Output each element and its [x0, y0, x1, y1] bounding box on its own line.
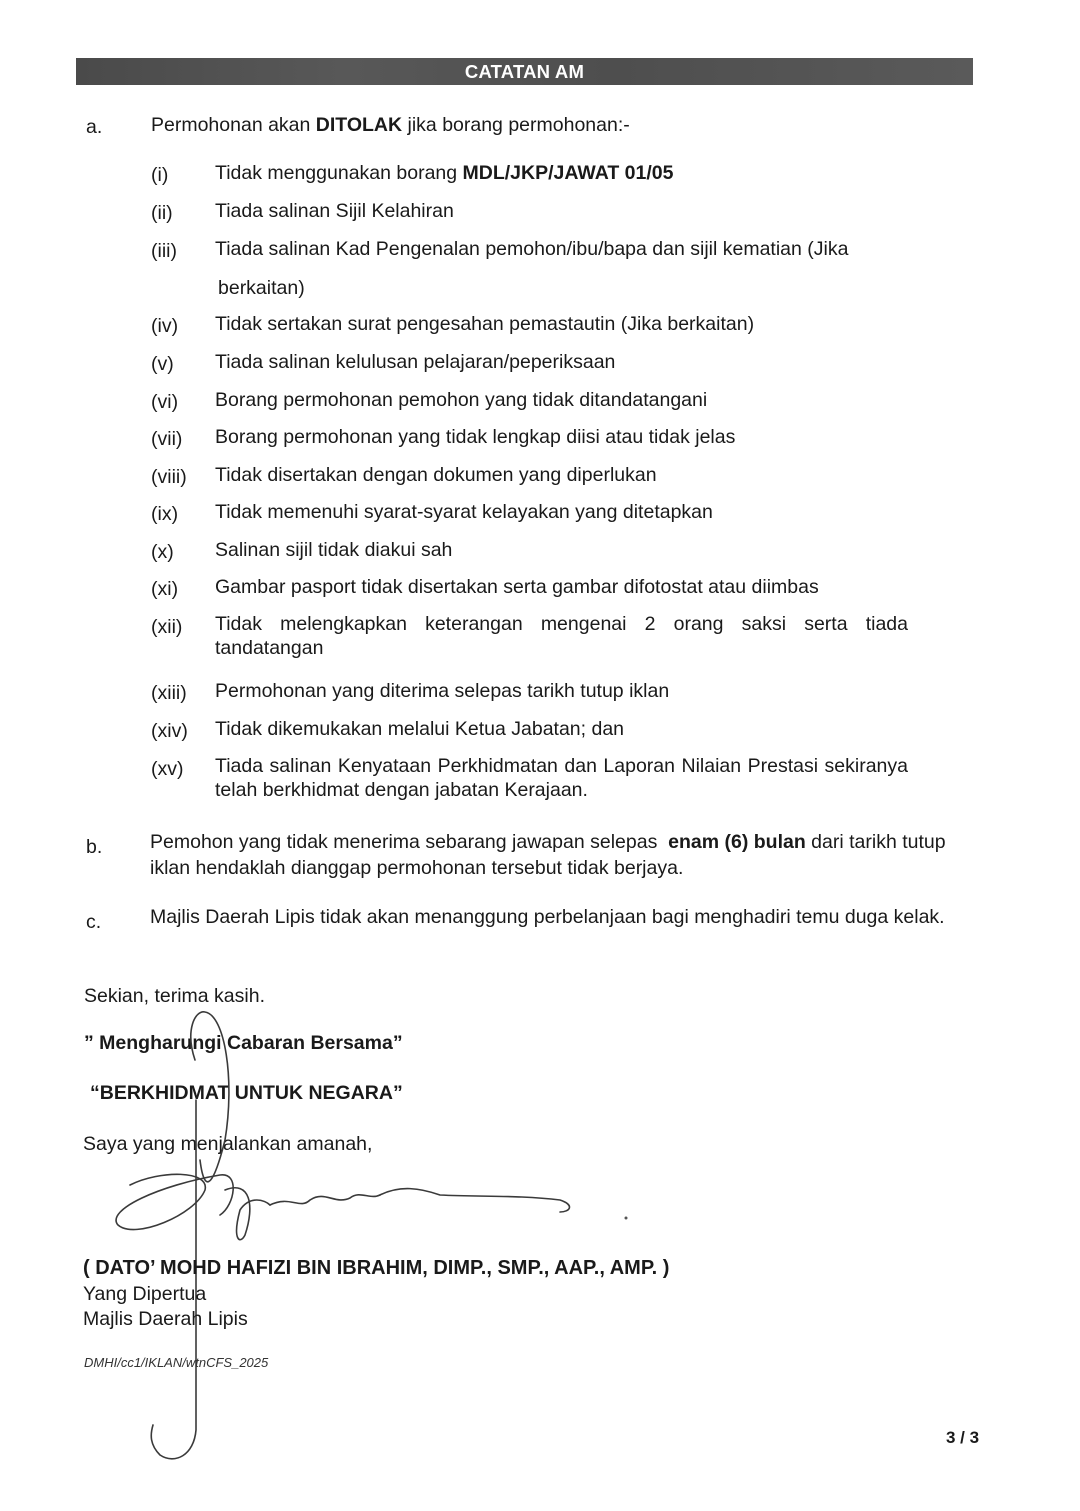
item-num: (v): [151, 353, 174, 375]
closing-text: Sekian, terima kasih.: [84, 985, 265, 1007]
signatory-title: Yang Dipertua: [83, 1283, 207, 1305]
item-text: Tidak menggunakan borang: [215, 162, 463, 184]
item-num: (x): [151, 541, 174, 563]
motto-2: “BERKHIDMAT UNTUK NEGARA”: [90, 1082, 403, 1104]
list-item: Gambar pasport tidak disertakan serta gambar difotostat atau diimbas: [215, 576, 819, 598]
list-item: Tiada salinan Kenyataan Perkhidmatan dan Laporan Nilaian Prestasi sekiranya telah berkhidmat dengan jabatan Kerajaan.: [215, 755, 908, 801]
reference-code: DMHI/cc1/IKLAN/wtnCFS_2025: [84, 1355, 269, 1370]
list-item-continuation: berkaitan): [218, 277, 305, 299]
page-number: 3 / 3: [946, 1428, 980, 1447]
item-bold: MDL/JKP/JAWAT 01/05: [462, 162, 674, 184]
intro-bold: DITOLAK: [315, 114, 403, 136]
signature-stroke: [225, 1188, 270, 1240]
intro-text-end: jika borang permohonan:-: [402, 114, 630, 136]
section-header-title: CATATAN AM: [464, 60, 585, 82]
trust-line: Saya yang menjalankan amanah,: [83, 1133, 373, 1155]
item-num: (i): [151, 164, 169, 186]
item-num: (xv): [151, 758, 184, 780]
item-num: (xiv): [151, 720, 188, 742]
signature-stroke: [380, 1189, 569, 1212]
section-a-label: a.: [86, 116, 103, 138]
section-c-label: c.: [86, 911, 102, 933]
section-a-intro: [151, 113, 630, 137]
section-header: [76, 58, 973, 85]
item-num: (xii): [151, 616, 183, 638]
list-item: Tidak sertakan surat pengesahan pemastautin (Jika berkaitan): [215, 313, 755, 335]
list-item: Borang permohonan pemohon yang tidak ditandatangani: [215, 389, 708, 411]
list-item: Permohonan yang diterima selepas tarikh tutup iklan: [215, 680, 670, 702]
section-b-label: b.: [86, 836, 103, 858]
item-num: (vi): [151, 391, 179, 413]
list-item: Tidak memenuhi syarat-syarat kelayakan yang ditetapkan: [215, 501, 713, 523]
list-item: Borang permohonan yang tidak lengkap diisi atau tidak jelas: [215, 426, 736, 448]
section-b-pre: Pemohon yang tidak menerima sebarang jawapan selepas: [150, 831, 669, 853]
signatory-name: ( DATO’ MOHD HAFIZI BIN IBRAHIM, DIMP., SMP., AAP., AMP. ): [83, 1257, 670, 1279]
signatory-organization: Majlis Daerah Lipis: [83, 1308, 248, 1330]
list-item: Tidak disertakan dengan dokumen yang diperlukan: [215, 464, 657, 486]
item-num: (vii): [151, 428, 183, 450]
item-num: (viii): [151, 466, 187, 488]
section-b-post: dari tarikh tutup iklan hendaklah dianggap permohonan tersebut tidak berjaya.: [150, 831, 946, 879]
list-item: Tidak dikemukakan melalui Ketua Jabatan; dan: [215, 718, 625, 740]
signature-stroke: [270, 1195, 380, 1205]
item-num: (iii): [151, 240, 177, 262]
item-num: (ix): [151, 503, 179, 525]
motto-1: ” Mengharungi Cabaran Bersama”: [84, 1032, 403, 1054]
section-c-text: Majlis Daerah Lipis tidak akan menanggung perbelanjaan bagi menghadiri temu duga kelak.: [150, 906, 945, 928]
item-num: (xi): [151, 578, 179, 600]
list-item: Tidak melengkapkan keterangan mengenai 2 orang saksi serta tiada tandatangan: [215, 613, 908, 659]
list-item: Tiada salinan Sijil Kelahiran: [215, 200, 454, 222]
list-item: Tiada salinan Kad Pengenalan pemohon/ibu/bapa dan sijil kematian (Jika: [215, 238, 849, 260]
signature-dot: [625, 1217, 628, 1220]
section-b-bold: enam (6) bulan: [668, 831, 806, 853]
item-num: (xiii): [151, 682, 187, 704]
signature-stroke: [116, 1174, 233, 1229]
item-num: (iv): [151, 315, 179, 337]
intro-text: Permohonan akan: [151, 114, 316, 136]
list-item: Salinan sijil tidak diakui sah: [215, 539, 453, 561]
item-num: (ii): [151, 202, 173, 224]
section-b-text: [150, 829, 985, 881]
list-item: Tiada salinan kelulusan pelajaran/peperiksaan: [215, 351, 616, 373]
list-item: [215, 161, 673, 185]
